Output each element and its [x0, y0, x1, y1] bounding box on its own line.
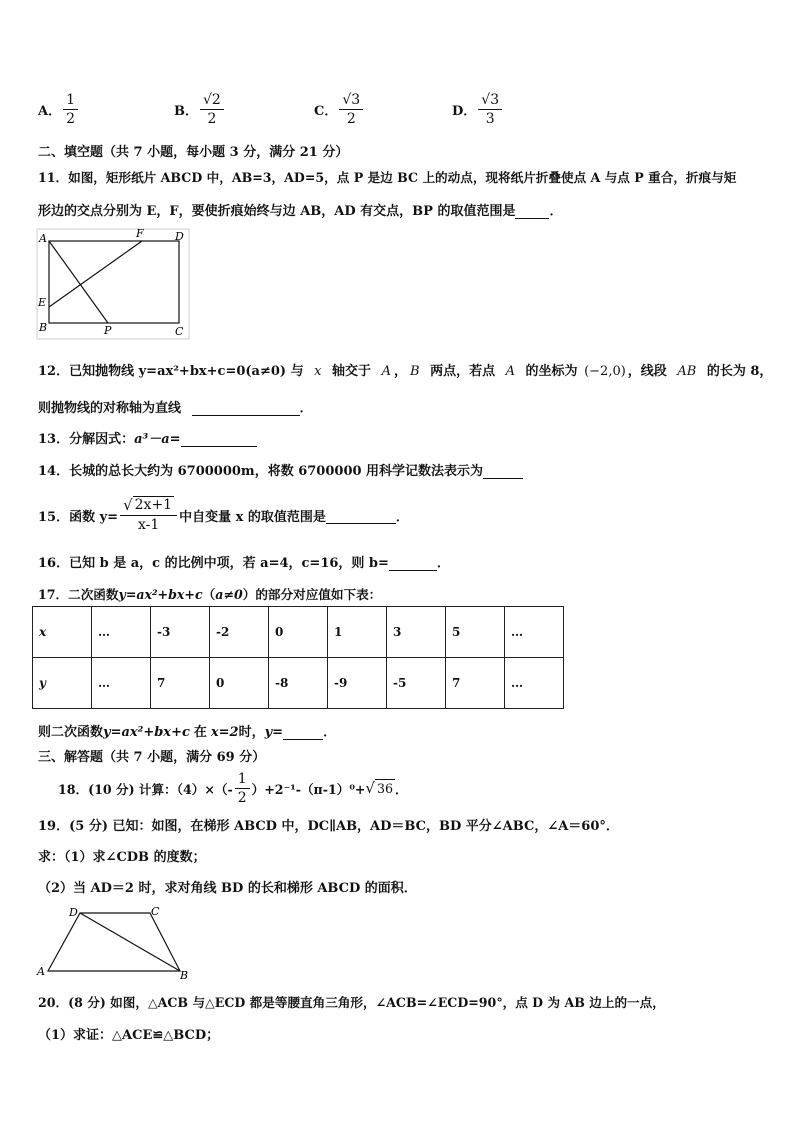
q14-answer-blank[interactable]	[483, 463, 523, 479]
q12-line2: 则抛物线的对称轴为直线 ．	[38, 401, 313, 416]
table-cell: 3	[387, 607, 446, 658]
q15-answer-blank[interactable]	[326, 507, 396, 524]
fold-line-ef	[49, 241, 142, 307]
label-f: F	[136, 228, 144, 240]
q12-answer-blank[interactable]	[192, 400, 300, 416]
table-cell: -5	[387, 658, 446, 709]
table-cell: …	[505, 607, 564, 658]
table-cell: …	[92, 658, 151, 709]
q17-value-table	[32, 606, 564, 709]
table-cell: -2	[210, 607, 269, 658]
q20-line2: （1）求证：△ACE≌△BCD；	[38, 1028, 220, 1043]
q12-line1: 12．已知抛物线 y=ax²+bx+c=0(a≠0) 与 x 轴交于 A ， B 两点，若点 A 的坐标为 (−2,0) ，线段 AB 的长为 8，	[38, 364, 773, 379]
option-d-fraction: $\frac{√3}{3}$	[478, 91, 502, 128]
option-c: C． $\frac{√3}{2}$	[314, 87, 365, 131]
table-cell: -9	[328, 658, 387, 709]
sqrt-symbol: √ 2x+1	[123, 496, 173, 514]
q16-answer-blank[interactable]	[389, 555, 437, 571]
q19-trapezoid-figure	[34, 904, 194, 982]
label-d: D	[69, 906, 78, 919]
table-cell: 7	[446, 658, 505, 709]
label-d: D	[175, 230, 184, 243]
table-cell: …	[505, 658, 564, 709]
table-cell: x	[33, 607, 92, 658]
q14: 14．长城的总长大约为 6700000m，将数 6700000 用科学记数法表示为	[38, 460, 523, 479]
option-b-fraction: $\frac{√2}{2}$	[200, 91, 224, 128]
option-c-fraction: $\frac{√3}{2}$	[339, 91, 363, 128]
label-a: A	[37, 965, 45, 978]
q11-rectangle-figure	[36, 228, 190, 340]
table-row	[33, 607, 564, 658]
q11-answer-blank[interactable]	[515, 203, 549, 219]
q20-line1: 20．(8 分) 如图，△ACB 与△ECD 都是等腰直角三角形，∠ACB=∠ECD=90°，点 D 为 AB 边上的一点，	[38, 995, 665, 1010]
table-cell: 5	[446, 607, 505, 658]
q19-line3: （2）当 AD＝2 时，求对角线 BD 的长和梯形 ABCD 的面积．	[38, 881, 417, 896]
label-b: B	[39, 321, 48, 334]
q16: 16．已知 b 是 a，c 的比例中项，若 a=4，c=16，则 b= ．	[38, 556, 450, 571]
table-cell: -8	[269, 658, 328, 709]
segment-ap	[49, 241, 108, 323]
section3-header: 三、解答题（共 7 小题，满分 69 分）	[38, 750, 266, 765]
label-c: C	[151, 905, 160, 918]
table-cell: 1	[328, 607, 387, 658]
q15: 15．函数 y= √ 2x+1 x-1 中自变量 x 的取值范围是 ．	[38, 496, 409, 533]
q10-options	[38, 87, 738, 131]
label-e: E	[38, 296, 47, 309]
label-p: P	[104, 324, 112, 337]
q17-question: 则二次函数y=ax²+bx+c 在 x=2时，y= ．	[38, 725, 337, 740]
option-d: D． $\frac{√3}{3}$	[452, 87, 504, 131]
q17-intro: 17．二次函数y=ax²+bx+c（a≠0）的部分对应值如下表：	[38, 587, 382, 602]
label-a: A	[39, 232, 47, 245]
label-b: B	[180, 969, 189, 982]
q15-fraction: √ 2x+1 x-1	[120, 496, 177, 534]
table-row	[33, 658, 564, 709]
option-a-fraction: $\frac{1}{2}$	[63, 91, 78, 128]
q19-line1: 19．(5 分) 已知：如图，在梯形 ABCD 中，DC∥AB，AD＝BC，BD 平分∠ABC，∠A＝60°．	[38, 819, 619, 834]
q11-line1: 11．如图，矩形纸片 ABCD 中，AB=3，AD=5，点 P 是边 BC 上的动点，现将纸片折叠使点 A 与点 P 重合，折痕与矩	[38, 170, 737, 185]
rectangle-abcd	[49, 241, 179, 323]
label-c: C	[175, 325, 184, 338]
trapezoid-abcd	[48, 913, 180, 971]
table-cell: …	[92, 607, 151, 658]
sqrt-symbol: √ 36	[365, 779, 394, 797]
q18: 18．(10 分) 计算：（4）×（- $\frac{1}{2}$ ）+2⁻¹-（π-1）⁰+ √ 36 ．	[58, 770, 408, 806]
q13-answer-blank[interactable]	[181, 431, 257, 447]
option-b: B． $\frac{√2}{2}$	[174, 87, 226, 131]
q19-line2: 求：（1）求∠CDB 的度数；	[38, 850, 206, 865]
table-cell: 0	[269, 607, 328, 658]
section2-header: 二、填空题（共 7 小题，每小题 3 分，满分 21 分）	[38, 145, 349, 160]
table-cell: 0	[210, 658, 269, 709]
option-a: A． $\frac{1}{2}$	[38, 87, 80, 131]
table-cell: -3	[151, 607, 210, 658]
q11-line2: 形边的交点分别为 E，F，要使折痕始终与边 AB，AD 有交点，BP 的取值范围是 ．	[38, 204, 563, 219]
q17-answer-blank[interactable]	[283, 724, 323, 740]
table-cell: y	[33, 658, 92, 709]
table-cell: 7	[151, 658, 210, 709]
q18-fraction: $\frac{1}{2}$	[235, 770, 250, 807]
q13: 13．分解因式：a³－a=	[38, 428, 257, 447]
